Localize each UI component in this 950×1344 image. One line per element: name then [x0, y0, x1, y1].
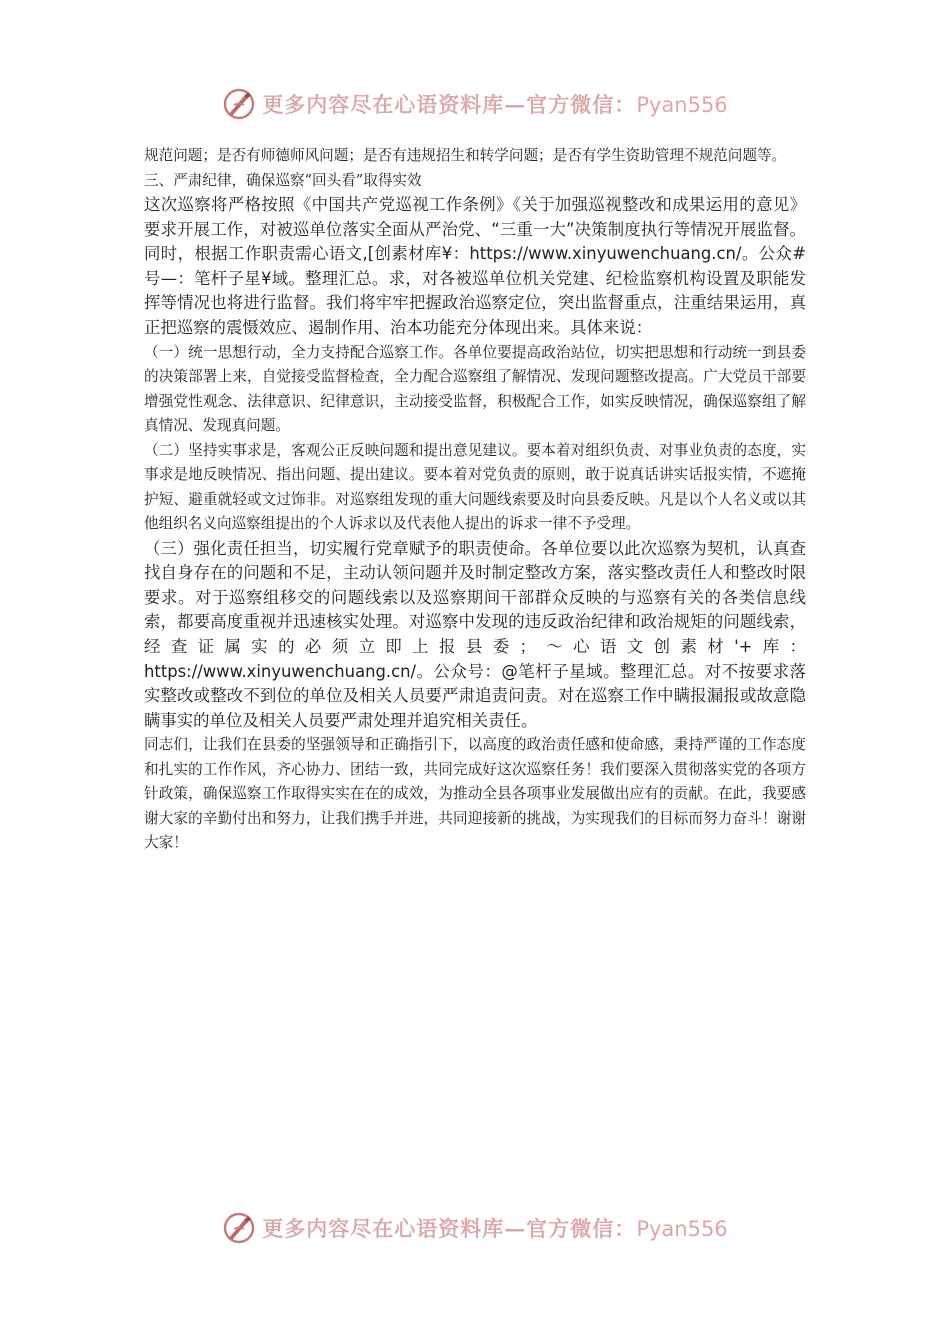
pen-logo-icon	[222, 1211, 256, 1245]
paragraph-inspection-basis: 这次巡察将严格按照《中国共产党巡视工作条例》《关于加强巡视整改和成果运用的意见》要求开展工作，对被巡单位落实全面从严治党、“三重一大”决策制度执行等情况开展监督。同时，根据工作职责需心语文,[创素材库¥：https://www.xinyuwenchuang.cn/。公众#号—：笔杆子星¥域。整理汇总。求，对各被巡单位机关党建、纪检监察机构设置及职能发挥等情况也将进行监督。我们将牢牢把握政治巡察定位，突出监督重点，注重结果运用，真正把巡察的震慑效应、遏制作用、治本功能充分体现出来。具体来说：	[144, 195, 806, 337]
section-heading-three: 三、严肃纪律，确保巡察“回头看”取得实效	[144, 171, 422, 189]
paragraph-closing: 同志们，让我们在县委的坚强领导和正确指引下，以高度的政治责任感和使命感，秉持严谨的工作态度和扎实的工作作风，齐心协力、团结一致，共同完成好这次巡察任务！我们要深入贯彻落实党的各项方针政策，确保巡察工作取得实实在在的成效，为推动全县各项事业发展做出应有的贡献。在此，我要感谢大家的辛勤付出和努力，让我们携手并进，共同迎接新的挑战，为实现我们的目标而努力奋斗！谢谢大家！	[144, 736, 806, 852]
pen-logo-icon	[222, 87, 256, 121]
footer-banner-id: Pyan556	[636, 1217, 728, 1241]
footer-banner-cn: 更多内容尽在心语资料库—官方微信：	[262, 1216, 637, 1241]
header-banner-id: Pyan556	[636, 93, 728, 117]
paragraph-intro-continued: 规范问题；是否有师德师风问题；是否有违规招生和转学问题；是否有学生资助管理不规范问题等。	[144, 147, 787, 164]
document-body	[144, 144, 806, 856]
header-banner-cn: 更多内容尽在心语资料库—官方微信：	[262, 92, 637, 117]
paragraph-point-three: （三）强化责任担当，切实履行党章赋予的职责使命。各单位要以此次巡察为契机，认真查找自身存在的问题和不足，主动认领问题并及时制定整改方案，落实整改责任人和整改时限要求。对于巡察组移交的问题线索以及巡察期间干部群众反映的与巡察有关的各类信息线索，都要高度重视并迅速核实处理。对巡察中发现的违反政治纪律和政治规矩的问题线索，经查证属实的必须立即上报县委；～心语文创素材'+库：https://www.xinyuwenchuang.cn/。公众号：@笔杆子星域。整理汇总。对不按要求落实整改或整改不到位的单位及相关人员要严肃追责问责。对在巡察工作中瞒报漏报或故意隐瞒事实的单位及相关人员要严肃处理并追究相关责任。	[144, 538, 806, 730]
header-banner	[0, 84, 950, 124]
footer-banner	[0, 1208, 950, 1248]
footer-banner-text	[262, 1213, 727, 1243]
paragraph-point-two: （二）坚持实事求是，客观公正反映问题和提出意见建议。要本着对组织负责、对事业负责的态度，实事求是地反映情况、指出问题、提出建议。要本着对党负责的原则，敢于说真话讲实话报实情，不遮掩护短、避重就轻或文过饰非。对巡察组发现的重大问题线索要及时向县委反映。凡是以个人名义或以其他组织名义向巡察组提出的个人诉求以及代表他人提出的诉求一律不予受理。	[144, 441, 806, 533]
header-banner-text	[262, 89, 727, 119]
paragraph-point-one: （一）统一思想行动，全力支持配合巡察工作。各单位要提高政治站位，切实把思想和行动统一到县委的决策部署上来，自觉接受监督检查，全力配合巡察组了解情况、发现问题整改提高。广大党员干部要增强党性观念、法律意识、纪律意识，主动接受监督，积极配合工作，如实反映情况，确保巡察组了解真情况、发现真问题。	[144, 343, 806, 435]
